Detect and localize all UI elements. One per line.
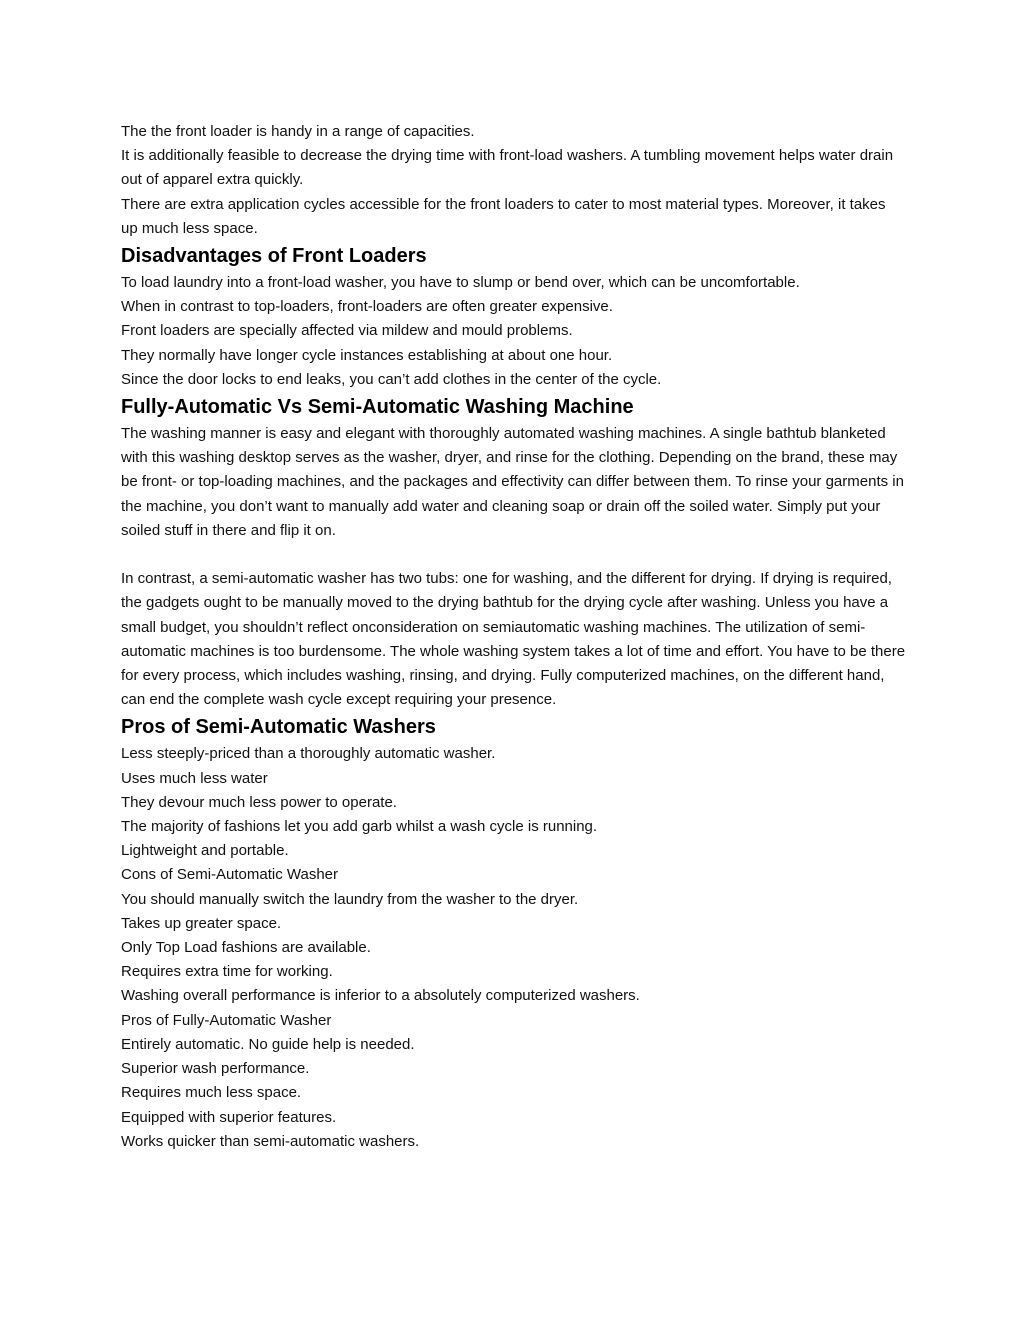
disadvantages-list — [121, 271, 911, 392]
paragraph: The washing manner is easy and elegant with thoroughly automated washing machines. A single bathtub blanketed with this washing desktop serves as the washer, dryer, and rinse for the clothing. Depending on the brand, these may be front- or top-loading machines, and the packages and effectivity can differ between them. To rinse your garments in the machine, you don’t want to manually add water and cleaning soap or drain off the soiled water. Simply put your soiled stuff in there and flip it on. — [121, 425, 904, 539]
section-heading-pros-semi: Pros of Semi-Automatic Washers — [121, 716, 436, 739]
list-item: The majority of fashions let you add garb whilst a wash cycle is running. — [121, 818, 598, 836]
list-item: You should manually switch the laundry from the washer to the dryer. — [121, 890, 579, 908]
list-item: They normally have longer cycle instances establishing at about one hour. — [121, 346, 613, 364]
list-item: Uses much less water — [121, 769, 268, 787]
list-item: Washing overall performance is inferior to a absolutely computerized washers. — [121, 987, 640, 1005]
list-item: Superior wash performance. — [121, 1060, 310, 1078]
pros-cons-list — [121, 742, 911, 1153]
list-item: To load laundry into a front-load washer, you have to slump or bend over, which can be uncomfortable. — [121, 274, 800, 292]
list-item: Only Top Load fashions are available. — [121, 939, 371, 957]
intro-line: There are extra application cycles accessible for the front loaders to cater to most material types. Moreover, it takes up much less space. — [121, 195, 886, 237]
section-heading-disadvantages: Disadvantages of Front Loaders — [121, 245, 427, 268]
list-item: Less steeply-priced than a thoroughly automatic washer. — [121, 745, 496, 763]
list-item: Front loaders are specially affected via mildew and mould problems. — [121, 322, 573, 340]
list-item: They devour much less power to operate. — [121, 793, 397, 811]
paragraph-gap — [121, 543, 911, 567]
list-item: Entirely automatic. No guide help is needed. — [121, 1035, 415, 1053]
intro-line: It is additionally feasible to decrease the drying time with front-load washers. A tumbling movement helps water drain out of apparel extra quickly. — [121, 147, 894, 189]
list-item: Takes up greater space. — [121, 914, 282, 932]
paragraph: In contrast, a semi-automatic washer has two tubs: one for washing, and the different for drying. If drying is required, the gadgets ought to be manually moved to the drying bathtub for the drying cycle after washing. Unless you have a small budget, you shouldn’t reflect onconsideration on semiautomatic washing machines. The utilization of semi-automatic machines is too burdensome. The whole washing system takes a lot of time and effort. You have to be there for every process, which includes washing, rinsing, and drying. Fully computerized machines, on the different hand, can end the complete wash cycle except requiring your presence. — [121, 570, 906, 709]
list-item: Requires extra time for working. — [121, 963, 333, 981]
list-item: Requires much less space. — [121, 1084, 302, 1102]
list-item: Cons of Semi-Automatic Washer — [121, 866, 339, 884]
section-heading-fully-vs-semi: Fully-Automatic Vs Semi-Automatic Washing Machine — [121, 396, 634, 419]
document-page — [121, 120, 911, 1154]
list-item: Since the door locks to end leaks, you can’t add clothes in the center of the cycle. — [121, 370, 662, 388]
intro-line: The the front loader is handy in a range of capacities. — [121, 123, 475, 140]
comparison-block — [121, 422, 911, 712]
list-item: Lightweight and portable. — [121, 842, 289, 860]
list-item: Works quicker than semi-automatic washers. — [121, 1132, 420, 1150]
list-item: Pros of Fully-Automatic Washer — [121, 1011, 332, 1029]
intro-block — [121, 120, 911, 241]
list-item: Equipped with superior features. — [121, 1108, 337, 1126]
list-item: When in contrast to top-loaders, front-loaders are often greater expensive. — [121, 298, 613, 316]
